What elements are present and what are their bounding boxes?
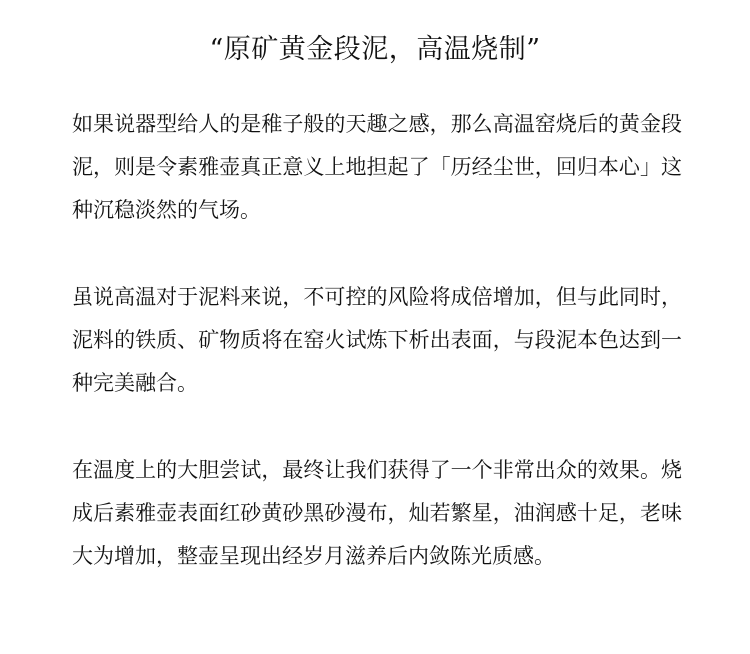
paragraph-intro: 如果说器型给人的是稚子般的天趣之感，那么高温窑烧后的黄金段泥，则是令素雅壶真正意义上地担起了「历经尘世，回归本心」这种沉稳淡然的气场。	[72, 112, 682, 222]
paragraph-high-temperature: 虽说高温对于泥料来说，不可控的风险将成倍增加，但与此同时，泥料的铁质、矿物质将在窑火试炼下析出表面，与段泥本色达到一种完美融合。	[72, 285, 682, 395]
article-body	[72, 103, 682, 578]
article-title: “原矿黄金段泥，高温烧制”	[209, 34, 541, 65]
paragraph-result: 在温度上的大胆尝试，最终让我们获得了一个非常出众的效果。烧成后素雅壶表面红砂黄砂黑砂漫布，灿若繁星，油润感十足，老味大为增加，整壶呈现出经岁月滋养后内敛陈光质感。	[72, 458, 682, 568]
